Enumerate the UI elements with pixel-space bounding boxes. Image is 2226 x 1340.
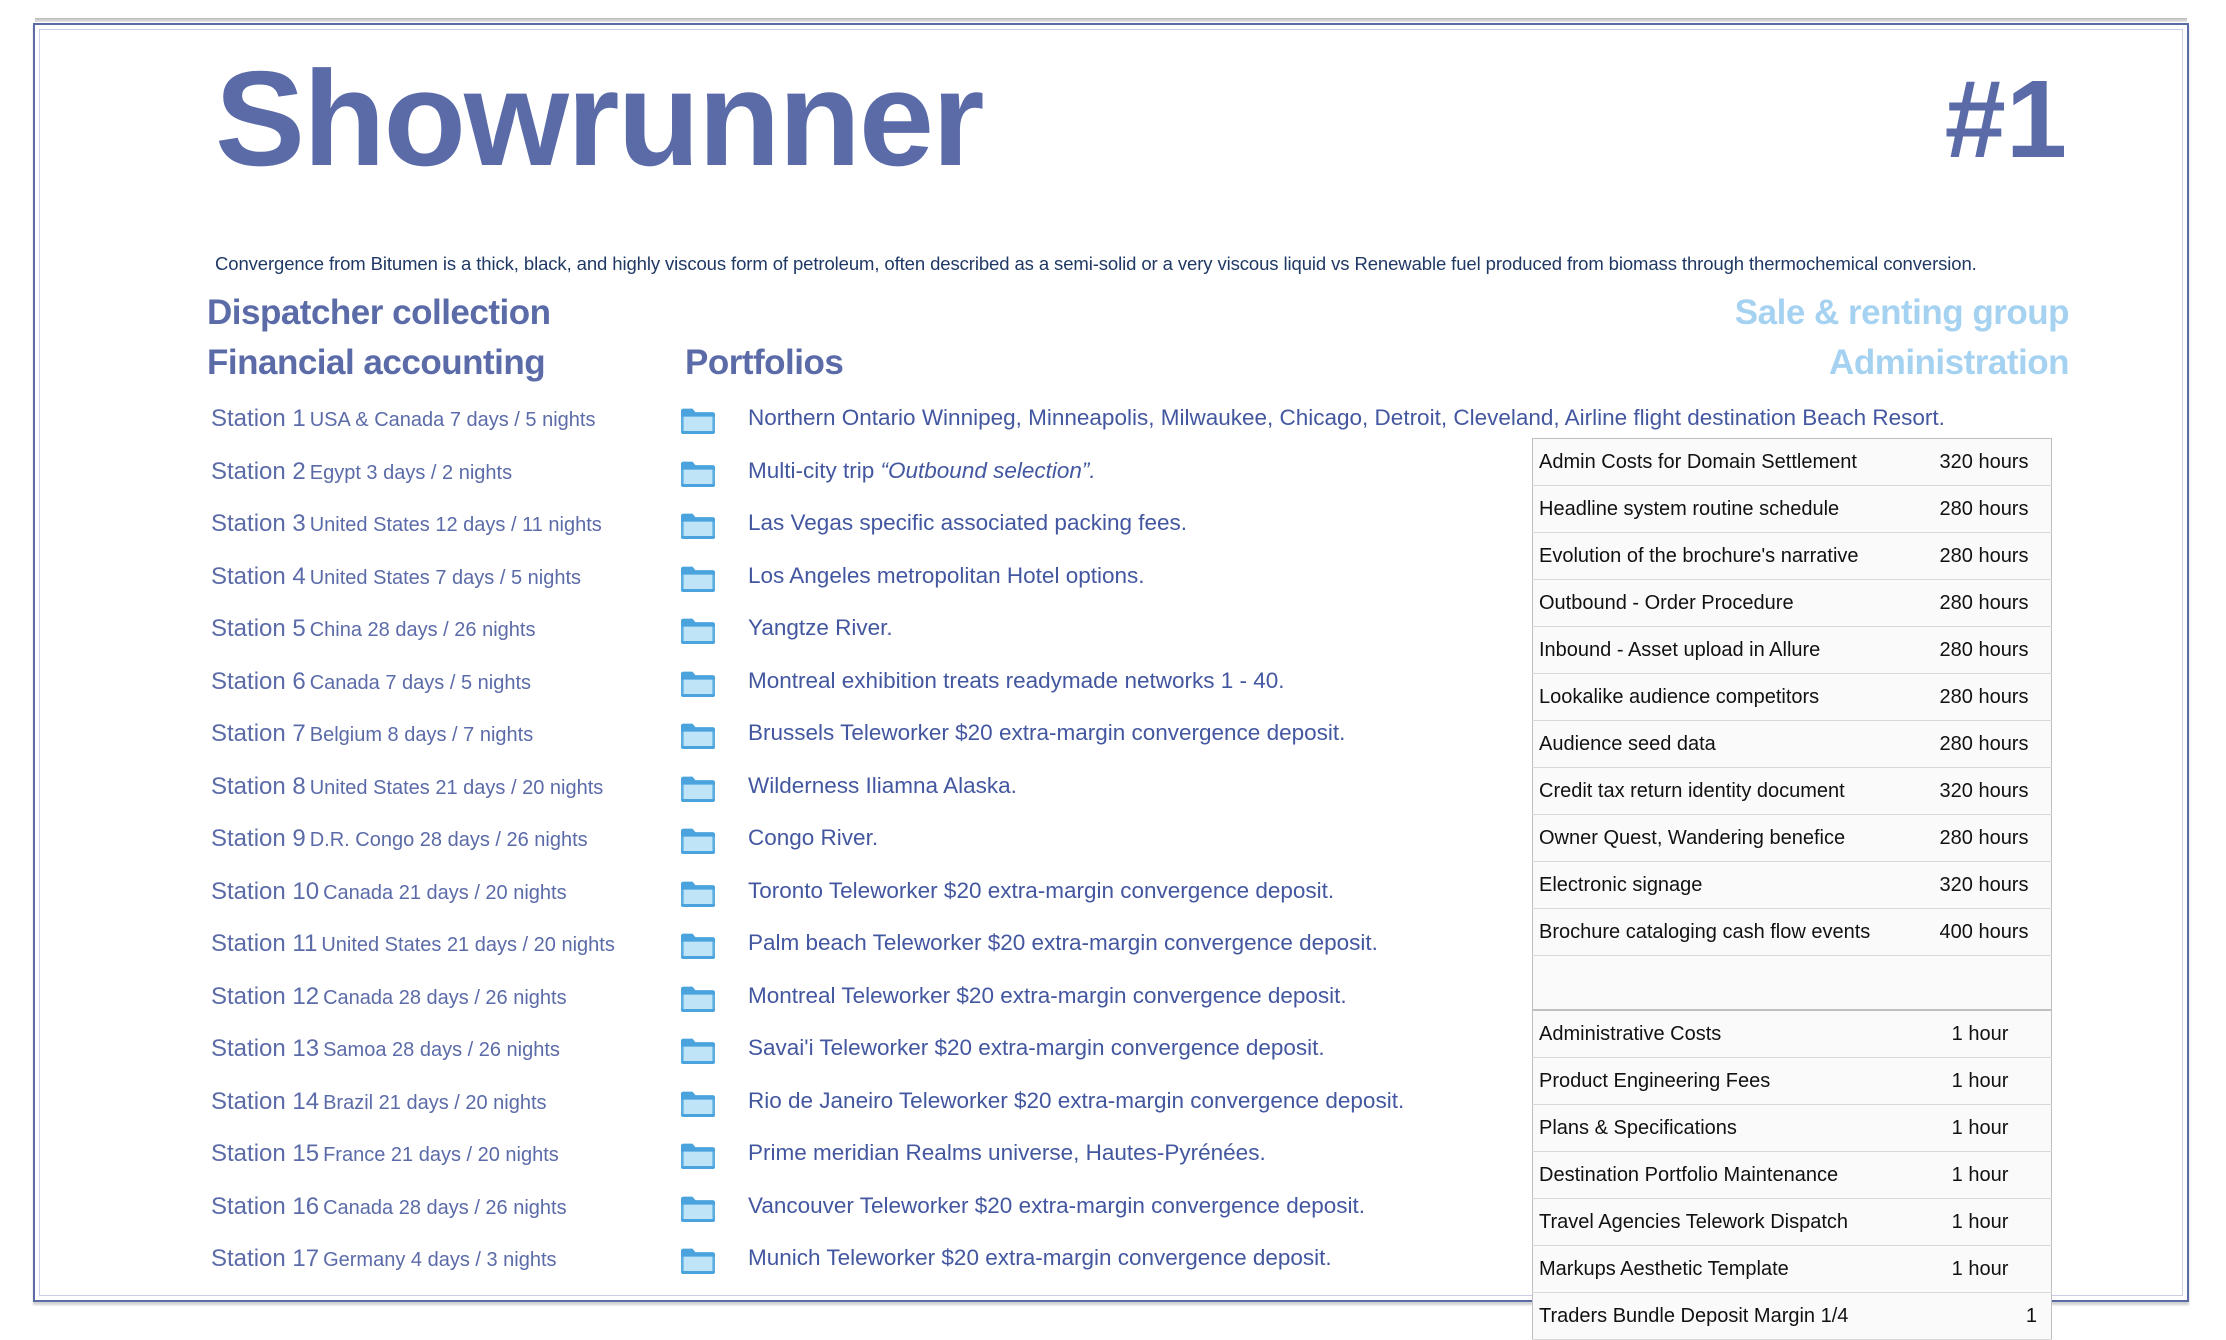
- station-row[interactable]: [211, 563, 631, 616]
- portfolio-label: Munich Teleworker $20 extra-margin convergence deposit.: [748, 1245, 1332, 1270]
- portfolio-label: Montreal Teleworker $20 extra-margin convergence deposit.: [748, 982, 1347, 1008]
- station-name: Station 1: [211, 405, 306, 432]
- folder-icon: [680, 512, 716, 540]
- portfolio-label: [748, 456, 1096, 486]
- table-cell-value: 280 hours: [1917, 486, 2052, 533]
- portfolio-label-main: Multi-city trip: [748, 457, 881, 483]
- station-row[interactable]: [211, 405, 631, 458]
- slide-header: [185, 43, 2097, 228]
- table-row[interactable]: [1533, 768, 2052, 815]
- station-detail: Canada 21 days / 20 nights: [323, 881, 567, 904]
- portfolio-label: Wilderness Iliamna Alaska.: [748, 772, 1017, 798]
- station-detail: Egypt 3 days / 2 nights: [309, 461, 513, 484]
- top-shadow-bar: [35, 18, 2187, 22]
- station-row[interactable]: [211, 1140, 631, 1193]
- table-row[interactable]: [1533, 533, 2052, 580]
- station-detail: Samoa 28 days / 26 nights: [323, 1039, 560, 1061]
- portfolio-label: Northern Ontario Winnipeg, Minneapolis, Milwaukee, Chicago, Detroit, Cleveland, Airline flight destination Beach Resort.: [748, 405, 1945, 430]
- station-name: Station 15: [211, 1140, 320, 1167]
- table-row[interactable]: [1533, 580, 2052, 627]
- portfolio-label: Congo River.: [748, 825, 879, 850]
- heading-portfolios: Portfolios: [685, 343, 844, 382]
- table-cell-label: Travel Agencies Telework Dispatch: [1533, 1199, 1910, 1246]
- station-row[interactable]: [211, 510, 631, 563]
- table-cell-label: Lookalike audience competitors: [1533, 674, 1918, 721]
- table-cell-value: 320 hours: [1917, 439, 2052, 486]
- table-cell-value: 280 hours: [1917, 627, 2052, 674]
- station-detail: France 21 days / 20 nights: [323, 1144, 559, 1166]
- table-cell-label: Outbound - Order Procedure: [1533, 580, 1918, 627]
- station-row[interactable]: [211, 1088, 631, 1141]
- table-cell-value: 280 hours: [1917, 721, 2052, 768]
- station-name: Station 10: [211, 877, 320, 905]
- portfolio-label: Rio de Janeiro Teleworker $20 extra-margin convergence deposit.: [748, 1087, 1405, 1113]
- table-cell-value: 1: [1909, 1293, 2052, 1340]
- station-row[interactable]: [211, 720, 631, 773]
- subtitle-text: Convergence from Bitumen is a thick, black, and highly viscous form of petroleum, often described as a semi-solid or a very viscous liquid vs Renewable fuel produced from biomass through thermochemical conversion.: [215, 253, 1977, 274]
- table-cell-value: 280 hours: [1917, 533, 2052, 580]
- administration-tables: [1532, 438, 2052, 1340]
- station-name: Station 6: [211, 667, 306, 695]
- table-row[interactable]: [1533, 486, 2052, 533]
- table-cell-label: Plans & Specifications: [1533, 1105, 1910, 1152]
- station-row[interactable]: [211, 1245, 631, 1298]
- station-detail: D.R. Congo 28 days / 26 nights: [309, 829, 588, 851]
- table-row[interactable]: [1533, 909, 2052, 956]
- admin-hours-table: [1532, 438, 2052, 956]
- slide-frame: [33, 23, 2189, 1327]
- station-detail: United States 21 days / 20 nights: [309, 776, 604, 799]
- table-row[interactable]: [1533, 862, 2052, 909]
- table-row[interactable]: [1533, 627, 2052, 674]
- station-detail: United States 21 days / 20 nights: [321, 934, 615, 956]
- table-cell-value: 1 hour: [1909, 1246, 2052, 1293]
- station-detail: Belgium 8 days / 7 nights: [309, 724, 534, 746]
- table-spacer: [1532, 956, 2052, 1010]
- station-detail: Brazil 21 days / 20 nights: [323, 1091, 547, 1114]
- folder-icon: [680, 617, 716, 645]
- table-cell-label: Electronic signage: [1533, 862, 1918, 909]
- station-detail: United States 7 days / 5 nights: [309, 566, 582, 589]
- portfolio-label: Palm beach Teleworker $20 extra-margin convergence deposit.: [748, 930, 1378, 955]
- table-cell-label: Traders Bundle Deposit Margin 1/4: [1533, 1293, 1910, 1340]
- station-row[interactable]: [211, 878, 631, 931]
- table-row[interactable]: [1533, 1011, 2052, 1058]
- table-row[interactable]: [1533, 1058, 2052, 1105]
- station-row[interactable]: [211, 983, 631, 1036]
- table-cell-value: 280 hours: [1917, 815, 2052, 862]
- station-row[interactable]: [211, 668, 631, 721]
- table-cell-label: Admin Costs for Domain Settlement: [1533, 439, 1918, 486]
- station-list: [211, 405, 631, 1298]
- station-detail: USA & Canada 7 days / 5 nights: [309, 409, 596, 431]
- table-row[interactable]: [1533, 815, 2052, 862]
- table-cell-label: Headline system routine schedule: [1533, 486, 1918, 533]
- station-detail: Canada 28 days / 26 nights: [323, 986, 567, 1009]
- folder-icon: [680, 880, 716, 908]
- station-row[interactable]: [211, 1035, 631, 1088]
- folder-icon: [680, 1195, 716, 1223]
- table-cell-label: Brochure cataloging cash flow events: [1533, 909, 1918, 956]
- page-number-badge: #1: [1944, 58, 2067, 181]
- folder-icon: [680, 1090, 716, 1118]
- table-cell-label: Administrative Costs: [1533, 1011, 1910, 1058]
- station-name: Station 5: [211, 615, 306, 642]
- station-name: Station 8: [211, 772, 306, 800]
- page-title: Showrunner: [215, 43, 983, 194]
- table-cell-label: Evolution of the brochure's narrative: [1533, 533, 1918, 580]
- folder-icon: [680, 670, 716, 698]
- table-cell-label: Markups Aesthetic Template: [1533, 1246, 1910, 1293]
- table-row[interactable]: [1533, 1199, 2052, 1246]
- station-name: Station 16: [211, 1192, 320, 1220]
- portfolio-label: Prime meridian Realms universe, Hautes-Pyrénées.: [748, 1140, 1266, 1165]
- portfolio-label: Savai'i Teleworker $20 extra-margin convergence deposit.: [748, 1035, 1325, 1060]
- portfolio-label: Brussels Teleworker $20 extra-margin convergence deposit.: [748, 720, 1346, 745]
- table-cell-label: Product Engineering Fees: [1533, 1058, 1910, 1105]
- station-detail: Germany 4 days / 3 nights: [323, 1249, 557, 1271]
- station-name: Station 2: [211, 457, 306, 485]
- table-cell-value: 320 hours: [1917, 768, 2052, 815]
- station-name: Station 11: [211, 930, 318, 957]
- folder-icon: [680, 407, 716, 435]
- table-cell-value: 1 hour: [1909, 1199, 2052, 1246]
- portfolio-label-quoted: “Outbound selection”.: [880, 457, 1096, 483]
- table-cell-label: Owner Quest, Wandering benefice: [1533, 815, 1918, 862]
- folder-icon: [680, 827, 716, 855]
- table-row[interactable]: [1533, 1293, 2052, 1340]
- admin-costs-table: [1532, 1010, 2052, 1340]
- table-row[interactable]: [1533, 721, 2052, 768]
- table-cell-value: 280 hours: [1917, 580, 2052, 627]
- table-row[interactable]: [1533, 1152, 2052, 1199]
- portfolio-label: Montreal exhibition treats readymade networks 1 - 40.: [748, 667, 1285, 693]
- table-row[interactable]: [1533, 1105, 2052, 1152]
- table-cell-label: Audience seed data: [1533, 721, 1918, 768]
- folder-icon: [680, 932, 716, 960]
- station-row[interactable]: [211, 773, 631, 826]
- station-row[interactable]: [211, 458, 631, 511]
- folder-icon: [680, 985, 716, 1013]
- heading-sale-renting-group: Sale & renting group: [1734, 293, 2069, 332]
- table-cell-value: 320 hours: [1917, 862, 2052, 909]
- table-cell-value: 1 hour: [1909, 1011, 2052, 1058]
- station-row[interactable]: [211, 825, 631, 878]
- station-detail: China 28 days / 26 nights: [309, 619, 536, 641]
- folder-icon: [680, 775, 716, 803]
- table-cell-value: 280 hours: [1917, 674, 2052, 721]
- station-name: Station 9: [211, 825, 306, 852]
- folder-icon: [680, 1247, 716, 1275]
- folder-icon: [680, 1142, 716, 1170]
- portfolio-label: Vancouver Teleworker $20 extra-margin convergence deposit.: [748, 1192, 1366, 1218]
- station-row[interactable]: [211, 1193, 631, 1246]
- folder-icon: [680, 1037, 716, 1065]
- station-row[interactable]: [211, 615, 631, 668]
- table-cell-value: 1 hour: [1909, 1152, 2052, 1199]
- station-name: Station 7: [211, 720, 306, 747]
- station-name: Station 14: [211, 1087, 320, 1115]
- station-name: Station 13: [211, 1035, 320, 1062]
- portfolio-label: Las Vegas specific associated packing fees.: [748, 510, 1188, 535]
- station-row[interactable]: [211, 930, 631, 983]
- table-row[interactable]: [1533, 439, 2052, 486]
- table-row[interactable]: [1533, 1246, 2052, 1293]
- table-cell-label: Credit tax return identity document: [1533, 768, 1918, 815]
- folder-icon: [680, 460, 716, 488]
- station-name: Station 17: [211, 1245, 320, 1272]
- table-cell-value: 400 hours: [1917, 909, 2052, 956]
- station-name: Station 4: [211, 562, 306, 590]
- heading-dispatcher-collection: Dispatcher collection: [207, 293, 551, 332]
- table-cell-value: 1 hour: [1909, 1105, 2052, 1152]
- table-cell-label: Inbound - Asset upload in Allure: [1533, 627, 1918, 674]
- folder-icon: [680, 565, 716, 593]
- station-detail: Canada 7 days / 5 nights: [309, 671, 531, 694]
- table-cell-value: 1 hour: [1909, 1058, 2052, 1105]
- table-row[interactable]: [1533, 674, 2052, 721]
- heading-administration: Administration: [1829, 343, 2069, 382]
- folder-icon: [680, 722, 716, 750]
- station-detail: United States 12 days / 11 nights: [309, 514, 602, 536]
- table-cell-label: Destination Portfolio Maintenance: [1533, 1152, 1910, 1199]
- portfolio-label: Yangtze River.: [748, 615, 893, 640]
- station-name: Station 3: [211, 510, 306, 537]
- heading-financial-accounting: Financial accounting: [207, 343, 546, 382]
- station-name: Station 12: [211, 982, 320, 1010]
- portfolio-label: Toronto Teleworker $20 extra-margin convergence deposit.: [748, 877, 1335, 903]
- portfolio-label: Los Angeles metropolitan Hotel options.: [748, 562, 1145, 588]
- station-detail: Canada 28 days / 26 nights: [323, 1196, 567, 1219]
